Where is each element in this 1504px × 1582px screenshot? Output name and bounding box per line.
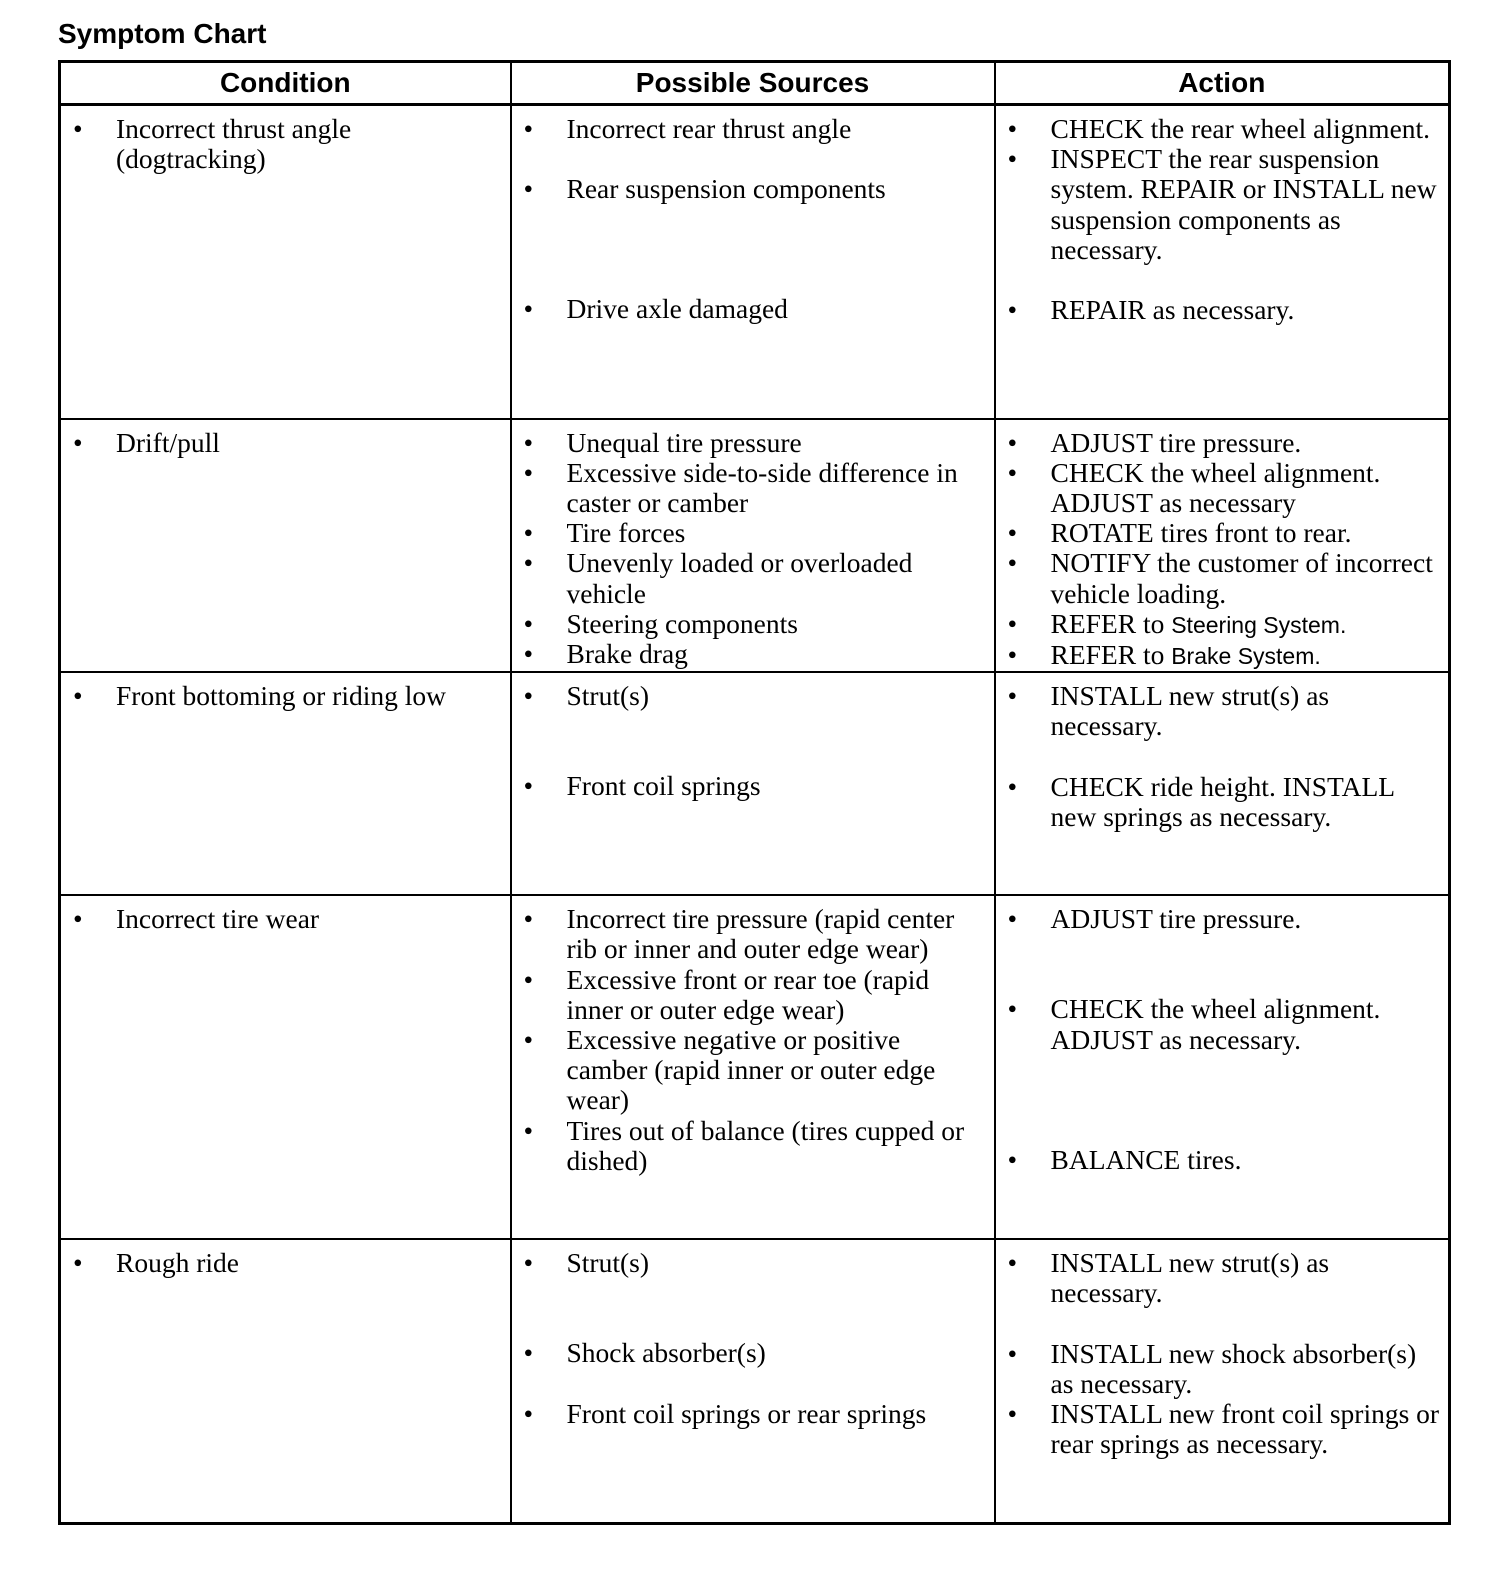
source-item: • Incorrect rear thrust angle [512,114,986,144]
action-item: • ROTATE tires front to rear. [996,518,1441,548]
action-cell [995,1239,1450,1523]
action-item: • ADJUST tire pressure. [996,904,1441,934]
source-item: • Drive axle damaged [512,294,986,324]
symptom-chart-table [58,60,1451,1525]
steering-system-reference: Steering System. [1171,611,1347,638]
action-item: • CHECK ride height. INSTALL new springs as necessary. [996,772,1441,832]
sources-cell [511,1239,995,1523]
table-row [60,672,1450,895]
action-cell [995,105,1450,419]
condition-item: • Incorrect tire wear [61,904,502,934]
source-item: • Tire forces [512,518,986,548]
action-item: • INSTALL new strut(s) as necessary. [996,1248,1441,1308]
source-item: • Brake drag [512,639,986,669]
table-row [60,105,1450,419]
action-cell [995,895,1450,1239]
brake-system-reference: Brake System. [1171,642,1321,669]
header-condition: Condition [60,62,511,105]
table-row [60,419,1450,673]
condition-cell [60,1239,511,1523]
refer-prefix: REFER to [1050,607,1165,639]
source-item: • Tires out of balance (tires cupped or dished) [512,1116,986,1176]
header-possible-sources: Possible Sources [511,62,995,105]
table-row [60,1239,1450,1523]
table-row [60,895,1450,1239]
action-item: • CHECK the rear wheel alignment. [996,114,1441,144]
source-item: • Front coil springs or rear springs [512,1399,986,1429]
condition-cell [60,105,511,419]
action-item-refer-steering [996,609,1441,640]
action-item: • CHECK the wheel alignment. ADJUST as necessary [996,458,1441,518]
sources-cell [511,105,995,419]
source-item: • Strut(s) [512,681,986,711]
source-item: • Steering components [512,609,986,639]
condition-item: • Front bottoming or riding low [61,681,502,711]
action-item: • INSPECT the rear suspension system. REPAIR or INSTALL new suspension components as necessary. [996,144,1441,265]
action-item: • INSTALL new front coil springs or rear springs as necessary. [996,1399,1441,1459]
source-item: • Strut(s) [512,1248,986,1278]
source-item: • Unevenly loaded or overloaded vehicle [512,548,986,608]
action-item: • CHECK the wheel alignment. ADJUST as necessary. [996,994,1441,1054]
action-item: • REPAIR as necessary. [996,295,1441,325]
condition-item: • Rough ride [61,1248,502,1278]
chart-title: Symptom Chart [58,18,267,49]
header-action: Action [995,62,1450,105]
sources-cell [511,672,995,895]
source-item: • Shock absorber(s) [512,1338,986,1368]
source-item: • Front coil springs [512,771,986,801]
sources-cell [511,419,995,673]
action-item: • BALANCE tires. [996,1145,1441,1175]
condition-item: • Incorrect thrust angle (dogtracking) [61,114,502,174]
action-item: • INSTALL new shock absorber(s) as necessary. [996,1339,1441,1399]
condition-item: • Drift/pull [61,428,502,458]
condition-cell [60,672,511,895]
source-item: • Incorrect tire pressure (rapid center rib or inner and outer edge wear) [512,904,986,964]
action-item-refer-brake [996,640,1441,671]
action-cell [995,419,1450,673]
source-item: • Unequal tire pressure [512,428,986,458]
action-item: • INSTALL new strut(s) as necessary. [996,681,1441,741]
source-item: • Rear suspension components [512,174,986,204]
source-item: • Excessive negative or positive camber (rapid inner or outer edge wear) [512,1025,986,1116]
header-row [60,62,1450,105]
action-cell [995,672,1450,895]
refer-prefix: REFER to [1050,638,1165,670]
sources-cell [511,895,995,1239]
action-item: • NOTIFY the customer of incorrect vehicle loading. [996,548,1441,608]
source-item: • Excessive side-to-side difference in caster or camber [512,458,986,518]
action-item: • ADJUST tire pressure. [996,428,1441,458]
condition-cell [60,895,511,1239]
condition-cell [60,419,511,673]
source-item: • Excessive front or rear toe (rapid inner or outer edge wear) [512,965,986,1025]
